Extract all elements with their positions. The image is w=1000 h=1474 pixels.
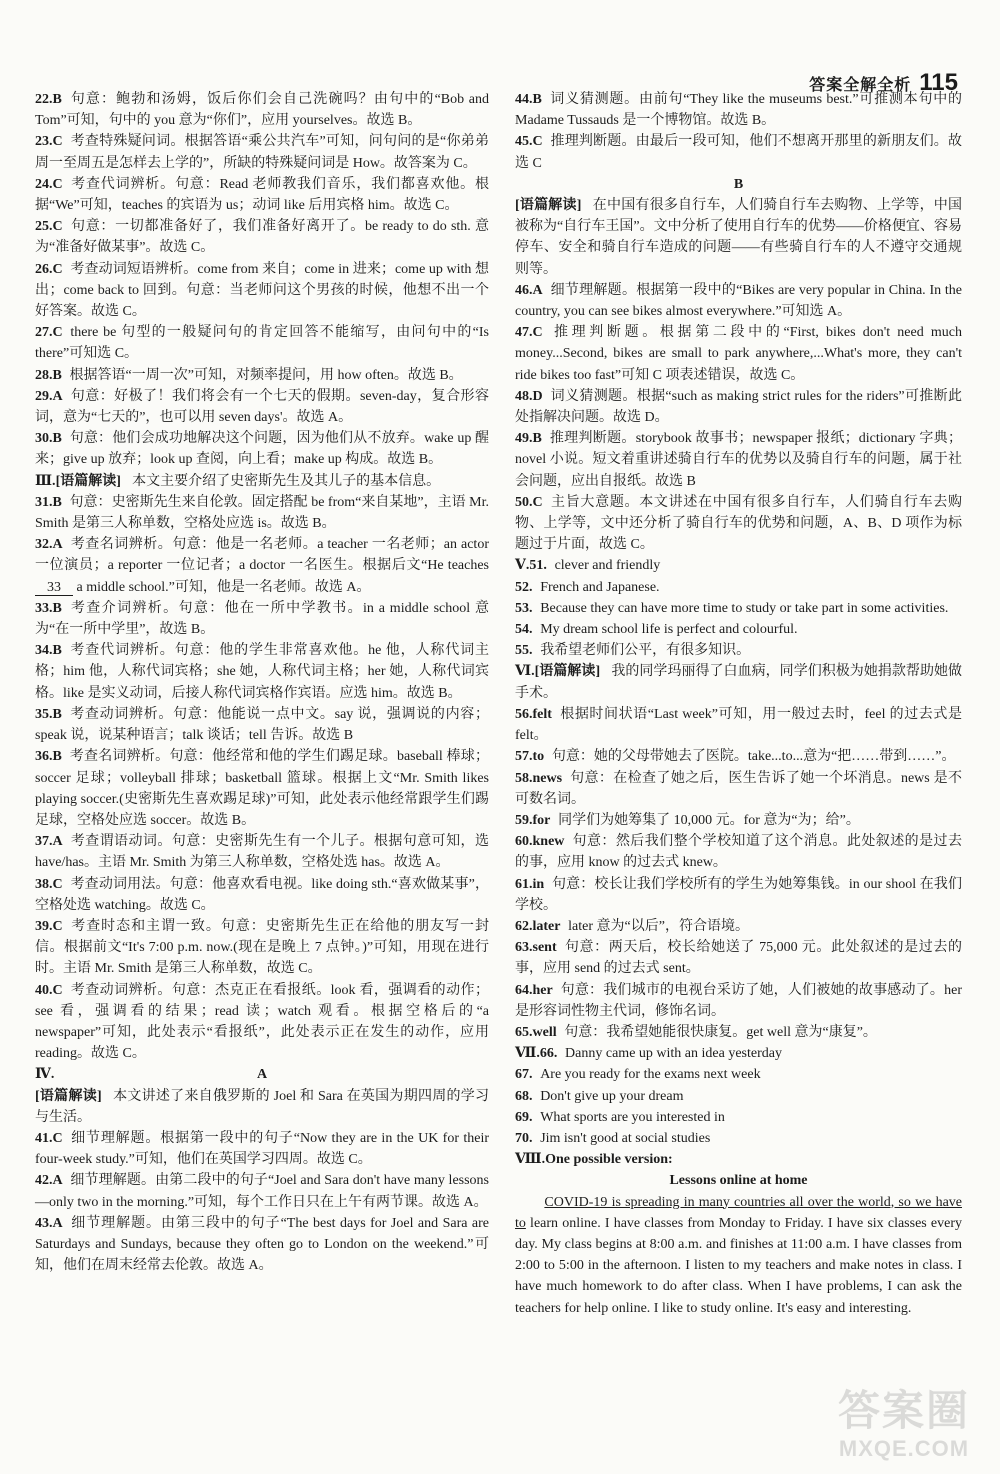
answer-item bbox=[515, 1043, 962, 1064]
part-label: B bbox=[733, 176, 744, 192]
item-text: 推理判断题。由最后一段可知，他们不想离开那里的新朋友们。故选 C bbox=[515, 134, 962, 171]
item-number: 29.A bbox=[35, 388, 63, 404]
answer-item bbox=[515, 577, 962, 598]
item-number: 55. bbox=[515, 643, 533, 659]
item-text: 句意：鲍勃和汤姆，饭后你们会自己洗碗吗？由句中的“Bob and Tom”可知，句中的 you 意为“你们”，应用 yourselves。故选 B。 bbox=[35, 92, 489, 129]
item-text: Jim isn't good at social studies bbox=[540, 1130, 711, 1146]
text-run: a middle school.”可知，他是一名老师。故选 A。 bbox=[73, 579, 371, 595]
answer-item bbox=[515, 980, 962, 1022]
item-number: 23.C bbox=[35, 134, 63, 150]
answer-item bbox=[35, 216, 489, 258]
item-number: 24.C bbox=[35, 176, 63, 192]
answer-item bbox=[515, 428, 962, 492]
item-number: 25.C bbox=[35, 219, 63, 235]
item-number: 64.her bbox=[515, 982, 553, 998]
item-text: 我希望老师们公平，有很多知识。 bbox=[540, 643, 751, 659]
watermark-url: MXQE.COM bbox=[838, 1436, 970, 1461]
item-text: there be 句型的一般疑问句的肯定回答不能缩写，由问句中的“Is there”可知选 C。 bbox=[35, 325, 489, 362]
item-number: 48.D bbox=[515, 388, 543, 404]
part-label: A bbox=[256, 1067, 268, 1083]
item-text: 考查动词辨析。句意：杰克正在看报纸。look 看，强调看的动作；see 看，强调看的结果；read 读；watch 观看。根据空格后的“a newspaper”可知，此处表示“看报纸”，此处表示正在发生的动作，应用 reading。故选 C。 bbox=[35, 982, 489, 1062]
answer-item bbox=[515, 322, 962, 386]
item-text: 考查代词辨析。句意：Read 老师教我们音乐，我们都喜欢他。根据“We”可知，teaches 的宾语为 us；动词 like 后用宾格 him。故选 C。 bbox=[35, 176, 489, 214]
item-text: 句意：一切都准备好了，我们准备好离开了。be ready to do sth. 意为“准备好做某事”。故选 C。 bbox=[35, 219, 489, 256]
answer-item bbox=[35, 174, 489, 216]
text-run: learn online. I have classes from Monday to Friday. I have six classes every day. My class begins at 8:00 a.m. and finishes at 11:00 a.m. I have classes from 2:00 to 5:00 in the afternoon. I listen to my teachers and make notes in class. I have much homework to do after class. When I have problems, I can ask the teachers for help online. I like to study online. It's easy and interesting. bbox=[515, 1215, 962, 1316]
item-text: 考查动词用法。句意：他喜欢看电视。like doing sth.“喜欢做某事”，空格处选 watching。故选 C。 bbox=[35, 876, 489, 913]
answer-item bbox=[35, 131, 489, 173]
answer-item bbox=[35, 598, 489, 640]
item-text: French and Japanese. bbox=[540, 579, 660, 595]
answer-item bbox=[35, 746, 489, 831]
item-number: 56.felt bbox=[515, 706, 552, 722]
item-number: 65.well bbox=[515, 1024, 557, 1040]
answer-item bbox=[515, 810, 962, 831]
item-text: 本文讲述了来自俄罗斯的 Joel 和 Sara 在英国为期四周的学习与生活。 bbox=[35, 1088, 489, 1125]
answer-item bbox=[515, 874, 962, 916]
item-text: 词义猜测题。由前句“They like the museums best.”可推测本句中的 Madame Tussauds 是一个博物馆。故选 B。 bbox=[515, 92, 962, 129]
answer-item bbox=[35, 386, 489, 428]
item-text: 细节理解题。根据第一段中的“Bikes are very popular in China. In the country, you can see bikes almost everywhere.”可知选 A。 bbox=[515, 282, 962, 320]
item-text: 考查介词辨析。句意：他在一所中学教书。in a middle school 意为“在一所中学里”，故选 B。 bbox=[35, 600, 489, 638]
item-text: 考查特殊疑问词。根据答语“乘公共汽车”可知，问句问的是“你弟弟周一至周五是怎样去上学的”，所缺的特殊疑问词是 How。故答案为 C。 bbox=[35, 134, 489, 171]
answer-item bbox=[35, 492, 489, 534]
right-column bbox=[515, 89, 962, 1319]
item-number: 38.C bbox=[35, 876, 63, 892]
item-text: 细节理解题。根据第一段中的句子“Now they are in the UK for their four-week study.”可知，他们在英国学习四周。故选 C。 bbox=[35, 1130, 489, 1168]
item-text: 句意：在检查了她之后，医生告诉了她一个坏消息。news 是不可数名词。 bbox=[515, 770, 962, 807]
answer-item bbox=[515, 937, 962, 979]
summary-tag: [语篇解读] bbox=[515, 198, 582, 214]
section-numeral: Ⅲ. bbox=[35, 473, 56, 489]
answer-item bbox=[35, 1170, 489, 1212]
item-number: 43.A bbox=[35, 1215, 63, 1231]
writing-heading: Ⅷ.One possible version: bbox=[515, 1152, 673, 1168]
item-text: 考查时态和主谓一致。句意：史密斯先生正在给他的朋友写一封信。根据前文“It's 7:00 p.m. now.(现在是晚上 7 点钟。)”可知，用现在进行时。主语 Mr. Smith 是第三人称单数，故选 C。 bbox=[35, 918, 489, 977]
item-text: later 意为“以后”，符合语境。 bbox=[568, 918, 749, 934]
item-text: 句意：然后我们整个学校知道了这个消息。此处叙述的是过去的事，应用 know 的过去式 knew。 bbox=[515, 834, 962, 871]
passage-summary bbox=[515, 195, 962, 280]
answer-item bbox=[515, 386, 962, 428]
item-number: 68. bbox=[515, 1088, 533, 1104]
item-number: 35.B bbox=[35, 706, 62, 722]
answer-item bbox=[515, 1064, 962, 1085]
item-text: clever and friendly bbox=[554, 558, 661, 574]
item-number: 41.C bbox=[35, 1130, 63, 1146]
item-text: 考查谓语动词。句意：史密斯先生有一个儿子。根据句意可知，选 have/has。主语 Mr. Smith 为第三人称单数，空格处选 has。故选 A。 bbox=[35, 834, 489, 871]
item-number: 62.later bbox=[515, 918, 561, 934]
item-text: 考查动词辨析。句意：他能说一点中文。say 说，强调说的内容；speak 说，说某种语言；talk 谈话；tell 告诉。故选 B bbox=[35, 706, 489, 744]
item-text: 句意：校长让我们学校所有的学生为她筹集钱。in our shool 在我们学校。 bbox=[515, 876, 962, 913]
item-text: 句意：我希望她能很快康复。get well 意为“康复”。 bbox=[564, 1024, 877, 1040]
watermark-logo: 答案圈 bbox=[837, 1386, 970, 1435]
section-numeral: Ⅳ. bbox=[35, 1067, 55, 1083]
item-text: 同学们为她筹集了 10,000 元。for 意为“为；给”。 bbox=[558, 812, 860, 828]
item-number: 26.C bbox=[35, 261, 63, 277]
item-number: Ⅴ.51. bbox=[515, 558, 547, 574]
answer-item bbox=[515, 831, 962, 873]
item-number: 50.C bbox=[515, 494, 543, 510]
essay-body bbox=[515, 1192, 962, 1319]
underlined-text: COVID-19 is spreading in many countries all over the world, so we have to bbox=[515, 1194, 962, 1231]
item-text: 句意：两天后，校长给她送了 75,000 元。此处叙述的是过去的事，应用 send 的过去式 sent。 bbox=[515, 940, 962, 977]
item-number: 69. bbox=[515, 1109, 533, 1125]
item-number: 46.A bbox=[515, 282, 543, 298]
passage-summary bbox=[515, 661, 962, 703]
passage-summary bbox=[35, 471, 489, 492]
site-watermark bbox=[838, 1386, 970, 1462]
answer-item bbox=[515, 640, 962, 661]
section-title: 答案全解全析 bbox=[809, 75, 912, 94]
item-text: 本文主要介绍了史密斯先生及其儿子的基本信息。 bbox=[132, 473, 441, 489]
answer-item bbox=[515, 1022, 962, 1043]
item-text: 根据答语“一周一次”可知，对频率提问，用 how often。故选 B。 bbox=[69, 367, 463, 383]
item-number: 31.B bbox=[35, 494, 62, 510]
answer-item bbox=[35, 322, 489, 364]
item-text: Don't give up your dream bbox=[540, 1088, 684, 1104]
answer-item bbox=[515, 131, 962, 173]
item-number: 28.B bbox=[35, 367, 62, 383]
item-number: 40.C bbox=[35, 982, 63, 998]
item-number: 27.C bbox=[35, 325, 63, 341]
essay-title: Lessons online at home bbox=[669, 1173, 808, 1189]
item-text: 考查动词短语辨析。come from 来自；come in 进来；come up with 想出；come back to 回到。句意：当老师问这个男孩的时候，他想不出一个好答案。故选 C。 bbox=[35, 261, 489, 320]
item-number: 32.A bbox=[35, 537, 63, 553]
passage-summary bbox=[35, 1086, 489, 1128]
item-number: 63.sent bbox=[515, 940, 557, 956]
part-heading bbox=[35, 1064, 489, 1085]
answer-item bbox=[35, 89, 489, 131]
text-run: 考查名词辨析。句意：他是一名老师。a teacher 一名老师；an actor 一位演员；a reporter 一位记者；a doctor 一名医生。根据后文“He teaches bbox=[35, 537, 489, 574]
item-number: Ⅶ.66. bbox=[515, 1046, 558, 1062]
answer-item bbox=[35, 640, 489, 704]
answer-item bbox=[515, 704, 962, 746]
item-text: Danny came up with an idea yesterday bbox=[565, 1046, 782, 1062]
item-text: 在中国有很多自行车，人们骑自行车去购物、上学等，中国被称为“自行车王国”。文中分析了使用自行车的优势——价格便宜、容易停车、安全和骑自行车造成的问题——有些骑自行车的人不遵守交通规则等。 bbox=[515, 198, 962, 277]
item-number: 22.B bbox=[35, 92, 62, 107]
item-number: 67. bbox=[515, 1067, 533, 1083]
section-numeral: Ⅵ. bbox=[515, 664, 535, 680]
item-text: 句意：他们会成功地解决这个问题，因为他们从不放弃。wake up 醒来；give up 放弃；look up 查阅，向上看；make up 构成。故选 B。 bbox=[35, 431, 489, 468]
item-text: 主旨大意题。本文讲述在中国有很多自行车，人们骑自行车去购物、上学等，文中还分析了骑自行车的优势和问题，A、B、D 项作为标题过于片面，故选 C。 bbox=[515, 494, 962, 553]
item-number: 42.A bbox=[35, 1173, 63, 1189]
answer-item bbox=[35, 980, 489, 1065]
item-number: 52. bbox=[515, 579, 533, 595]
item-text: 推理判断题。根据第二段中的“First, bikes don't need much money...Second, bikes are small to park anywhere,...What's more, they can't ride bikes too fast”可知 C 项表述错误，故选 C。 bbox=[515, 325, 962, 383]
answer-item bbox=[35, 365, 489, 386]
answer-item bbox=[35, 704, 489, 746]
answer-item bbox=[515, 746, 962, 767]
item-text: 句意：我们城市的电视台采访了她，人们被她的故事感动了。her 是形容词性物主代词，修饰名词。 bbox=[515, 982, 962, 1019]
item-number: 49.B bbox=[515, 431, 542, 447]
item-number: 61.in bbox=[515, 876, 545, 892]
item-text: 考查名词辨析。句意：他经常和他的学生们踢足球。baseball 棒球；soccer 足球；volleyball 排球；basketball 篮球。根据上文“Mr. Smith likes playing soccer.(史密斯先生喜欢踢足球)”可知，此处表示他经常跟学生们踢足球，空格处应选 soccer。故选 B。 bbox=[35, 749, 489, 828]
item-number: 36.B bbox=[35, 749, 62, 765]
item-number: 53. bbox=[515, 600, 533, 616]
answer-item bbox=[35, 831, 489, 873]
answer-item bbox=[515, 1128, 962, 1149]
blank-number: 33 bbox=[35, 580, 73, 596]
item-text: 细节理解题。由第三段中的句子“The best days for Joel and Sara are Saturdays and Sundays, because they often go to London on the weekend.”可知，他们在周末经常去伦敦。故选 A。 bbox=[35, 1215, 489, 1274]
answer-item bbox=[515, 1086, 962, 1107]
item-number: 60.knew bbox=[515, 834, 565, 850]
answer-item bbox=[35, 916, 489, 980]
item-number: 34.B bbox=[35, 643, 62, 659]
answer-item bbox=[35, 428, 489, 470]
answer-item bbox=[35, 259, 489, 323]
item-text: Are you ready for the exams next week bbox=[540, 1067, 761, 1083]
answer-item bbox=[515, 768, 962, 810]
answer-item bbox=[515, 492, 962, 556]
item-number: 44.B bbox=[515, 92, 542, 107]
answer-item bbox=[515, 619, 962, 640]
answer-item bbox=[515, 555, 962, 576]
answer-item bbox=[35, 1128, 489, 1170]
item-number: 58.news bbox=[515, 770, 563, 786]
answer-item bbox=[515, 598, 962, 619]
answer-item bbox=[515, 916, 962, 937]
item-text: 细节理解题。由第二段中的句子“Joel and Sara don't have many lessons—only two in the morning.”可知，每个工作日只在上午有两节课。故选 A。 bbox=[35, 1173, 489, 1210]
page-number: 115 bbox=[919, 69, 958, 96]
item-text: 根据时间状语“Last week”可知，用一般过去时，feel 的过去式是 felt。 bbox=[515, 706, 962, 744]
item-text: What sports are you interested in bbox=[540, 1109, 725, 1125]
item-text: 句意：她的父母带她去了医院。take...to...意为“把……带到……”。 bbox=[551, 749, 956, 765]
item-number: 70. bbox=[515, 1130, 533, 1146]
summary-tag: [语篇解读] bbox=[35, 1088, 102, 1104]
item-text: 句意：史密斯先生来自伦敦。固定搭配 be from“来自某地”，主语 Mr. Smith 是第三人称单数，空格处应选 is。故选 B。 bbox=[35, 494, 489, 532]
item-number: 45.C bbox=[515, 134, 543, 150]
item-number: 37.A bbox=[35, 834, 63, 850]
item-text: 我的同学玛丽得了白血病，同学们积极为她捐款帮助她做手术。 bbox=[515, 664, 963, 701]
summary-tag: [语篇解读] bbox=[55, 473, 121, 489]
answer-item bbox=[515, 280, 962, 322]
item-text: 句意：好极了！我们将会有一个七天的假期。seven-day，复合形容词，意为“七天的”，也可以用 seven days'。故选 A。 bbox=[35, 388, 489, 426]
item-number: 54. bbox=[515, 622, 533, 638]
item-number: 47.C bbox=[515, 325, 543, 341]
item-number: 30.B bbox=[35, 431, 62, 447]
item-text: 考查代词辨析。句意：他的学生非常喜欢他。he 他，人称代词主格；him 他，人称代词宾格；she 她，人称代词主格；her 她，人称代词宾格。like 是实义动词，后接人称代词宾格作宾语。应选 him。故选 B。 bbox=[35, 643, 489, 701]
item-text: 推理判断题。storybook 故事书；newspaper 报纸；dictionary 字典；novel 小说。短文着重讲述骑自行车的优势以及骑自行车的问题，属于社会问题，应出自报纸。故选 B bbox=[515, 431, 962, 489]
part-heading bbox=[515, 174, 962, 195]
item-number: 33.B bbox=[35, 600, 62, 616]
item-text: My dream school life is perfect and colourful. bbox=[540, 622, 798, 638]
item-text: 词义猜测题。根据“such as making strict rules for the riders”可推断此处指解决问题。故选 D。 bbox=[515, 388, 962, 426]
summary-tag: [语篇解读] bbox=[534, 664, 601, 680]
answer-item bbox=[35, 1213, 489, 1277]
left-column bbox=[35, 89, 489, 1276]
item-number: 57.to bbox=[515, 749, 545, 765]
item-number: 39.C bbox=[35, 918, 63, 934]
answer-item bbox=[35, 534, 489, 598]
answer-item bbox=[515, 89, 962, 131]
item-number: 59.for bbox=[515, 812, 551, 828]
answer-item bbox=[35, 874, 489, 916]
item-text: Because they can have more time to study or take part in some activities. bbox=[540, 600, 949, 616]
answer-item bbox=[515, 1107, 962, 1128]
